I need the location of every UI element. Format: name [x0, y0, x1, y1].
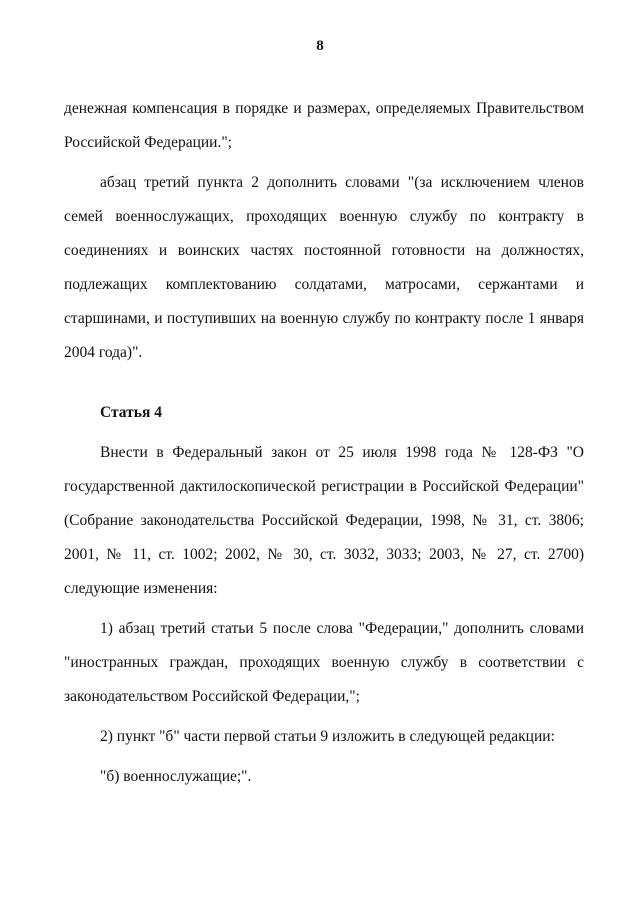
document-body: [64, 92, 584, 794]
paragraph-federal-law-changes: Внести в Федеральный закон от 25 июля 1998 года № 128-ФЗ "О государственной дактилоскопической регистрации в Российской Федерации" (Собрание законодательства Российской Федерации, 1998, № 31, ст. 3806; 2001, № 11, ст. 1002; 2002, № 30, ст. 3032, 3033; 2003, № 27, ст. 2700) следующие изменения:: [64, 444, 584, 597]
paragraph-item-1: 1) абзац третий статьи 5 после слова "Федерации," дополнить словами "иностранных граждан, проходящих военную службу в соответствии с законодательством Российской Федерации,";: [64, 620, 584, 705]
paragraph-item-2: 2) пункт "б" части первой статьи 9 изложить в следующей редакции:: [100, 728, 555, 745]
paragraph-compensation: денежная компенсация в порядке и размерах, определяемых Правительством Российской Федерации.";: [64, 100, 584, 151]
paragraph-new-wording: "б) военнослужащие;".: [100, 768, 252, 785]
page-number: 8: [316, 38, 324, 54]
paragraph-amendment-point-2: абзац третий пункта 2 дополнить словами "(за исключением членов семей военнослужащих, проходящих военную службу по контракту в соединениях и воинских частях постоянной готовности на должностях, подлежащих комплектованию солдатами, матросами, сержантами и старшинами, и поступивших на военную службу по контракту после 1 января 2004 года)".: [64, 174, 584, 361]
article-heading: Статья 4: [100, 404, 162, 421]
